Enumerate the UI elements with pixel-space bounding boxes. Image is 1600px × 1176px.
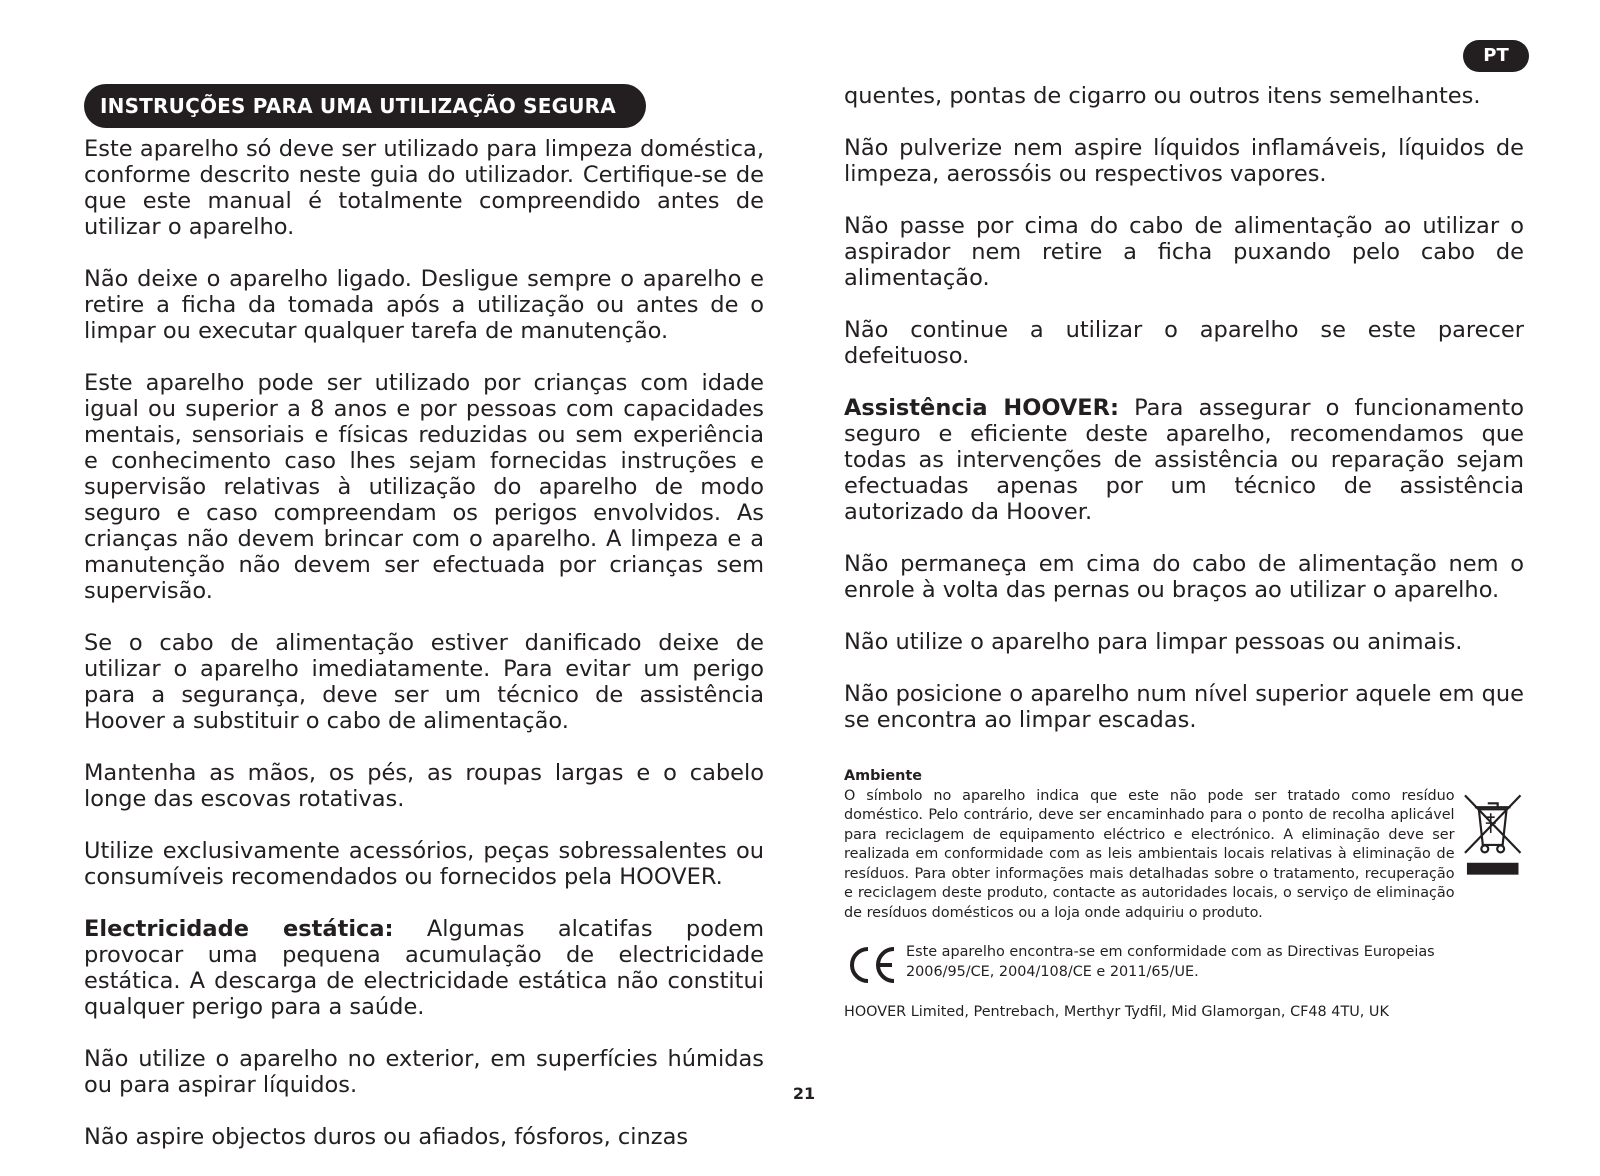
paragraph (84, 630, 764, 734)
paragraph-text: Para assegurar o funcionamento seguro e eficiente deste aparelho, recomendamos que todas as intervenções de assistência ou reparação sejam efectuadas apenas por um técnico de assistência autorizado da Hoover. (844, 395, 1524, 525)
paragraph (84, 838, 764, 890)
paragraph-lead: Assistência HOOVER: (844, 395, 1119, 421)
paragraph-text: Não utilize o aparelho para limpar pessoas ou animais. (844, 629, 1463, 655)
paragraph-text: Este aparelho pode ser utilizado por crianças com idade igual ou superior a 8 anos e por pessoas com capacidades mentais, sensoriais e físicas reduzidas ou sem experiência e conhecimento caso lhes sejam fornecidas instruções e supervisão relativas à utilização do aparelho de modo seguro e caso compreendam os perigos envolvidos. As crianças não devem brincar com o aparelho. A limpeza e a manutenção não devem ser efectuada por crianças sem supervisão. (84, 370, 764, 604)
paragraph (844, 551, 1524, 603)
paragraph (84, 916, 764, 1020)
right-column (844, 83, 1524, 1023)
paragraph (84, 1046, 764, 1098)
environment-text: O símbolo no aparelho indica que este não pode ser tratado como resíduo doméstico. Pelo contrário, deve ser encaminhado para o ponto de recolha aplicável para reciclagem de equipamento eléctrico e electrónico. A eliminação deve ser realizada em conformidade com as leis ambientais locais relativas à eliminação de resíduos. Para obter informações mais detalhadas sobre o tratamento, recuperação e reciclagem deste produto, contacte as autoridades locais, o serviço de eliminação de resíduos domésticos ou a loja onde adquiriu o produto. (844, 787, 1455, 921)
paragraph (84, 136, 764, 240)
environment-section (844, 767, 1524, 923)
paragraph-text: Mantenha as mãos, os pés, as roupas largas e o cabelo longe das escovas rotativas. (84, 760, 764, 812)
manufacturer-address: HOOVER Limited, Pentrebach, Merthyr Tydfil, Mid Glamorgan, CF48 4TU, UK (844, 1004, 1389, 1020)
paragraph (844, 681, 1524, 733)
paragraph (844, 629, 1524, 655)
page-number: 21 (792, 1084, 816, 1103)
paragraph-text: Algumas alcatifas podem provocar uma pequena acumulação de electricidade estática. A descarga de electricidade estática não constitui qualquer perigo para a saúde. (84, 916, 764, 1020)
paragraph-text: Não continue a utilizar o aparelho se este parecer defeituoso. (844, 317, 1524, 369)
paragraph (84, 370, 764, 604)
crossed-out-wheelie-bin-icon (1461, 791, 1524, 881)
conformity-text: Este aparelho encontra-se em conformidade com as Directivas Europeias 2006/95/CE, 2004/108/CE e 2011/65/UE. (906, 944, 1435, 980)
paragraph-text: Se o cabo de alimentação estiver danificado deixe de utilizar o aparelho imediatamente. Para evitar um perigo para a segurança, deve ser um técnico de assistência Hoover a substituir o cabo de alimentação. (84, 630, 764, 734)
paragraph-text: Não deixe o aparelho ligado. Desligue sempre o aparelho e retire a ficha da tomada após a utilização ou antes de o limpar ou executar qualquer tarefa de manutenção. (84, 266, 764, 344)
paragraph (84, 1124, 764, 1150)
paragraph-text: Utilize exclusivamente acessórios, peças sobressalentes ou consumíveis recomendados ou fornecidos pela HOOVER. (84, 838, 764, 890)
paragraph (844, 213, 1524, 291)
left-column (84, 84, 764, 1176)
paragraph-text: Não pulverize nem aspire líquidos inflamáveis, líquidos de limpeza, aerossóis ou respectivos vapores. (844, 135, 1524, 187)
section-heading: INSTRUÇÕES PARA UMA UTILIZAÇÃO SEGURA (84, 84, 646, 128)
ce-mark-icon (844, 945, 898, 985)
paragraph (844, 135, 1524, 187)
paragraph-text: Não permaneça em cima do cabo de alimentação nem o enrole à volta das pernas ou braços ao utilizar o aparelho. (844, 551, 1524, 603)
paragraph-text: Não posicione o aparelho num nível superior aquele em que se encontra ao limpar escadas. (844, 681, 1524, 733)
paragraph (844, 83, 1524, 109)
paragraph-text: Não aspire objectos duros ou afiados, fósforos, cinzas (84, 1124, 689, 1150)
paragraph (84, 760, 764, 812)
paragraph (84, 266, 764, 344)
environment-title: Ambiente (844, 768, 923, 784)
paragraph-text: Este aparelho só deve ser utilizado para limpeza doméstica, conforme descrito neste guia do utilizador. Certifique-se de que este manual é totalmente compreendido antes de utilizar o aparelho. (84, 136, 764, 240)
paragraph (844, 395, 1524, 525)
paragraph (844, 317, 1524, 369)
paragraph-text: Não passe por cima do cabo de alimentação ao utilizar o aspirador nem retire a ficha puxando pelo cabo de alimentação. (844, 213, 1524, 291)
paragraph-text: quentes, pontas de cigarro ou outros itens semelhantes. (844, 83, 1481, 109)
conformity-section (844, 943, 1524, 985)
language-badge: PT (1463, 40, 1529, 72)
paragraph-lead: Electricidade estática: (84, 916, 394, 942)
paragraph-text: Não utilize o aparelho no exterior, em superfícies húmidas ou para aspirar líquidos. (84, 1046, 764, 1098)
